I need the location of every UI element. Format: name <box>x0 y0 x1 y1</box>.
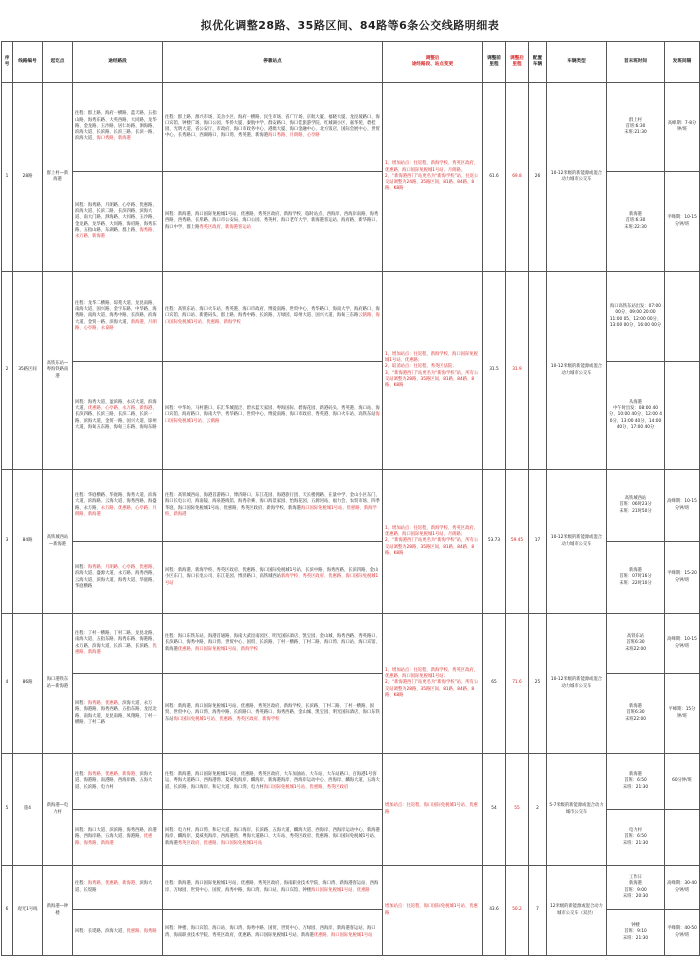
cell-len-after: 50.2 <box>506 866 529 956</box>
cell-stops-in-stops-in-red: 秀英区政府、新海港客运站 <box>199 224 251 230</box>
cell-interval-bottom: 平峰期：10-15分钟/班 <box>665 172 700 272</box>
table-row <box>2 272 700 362</box>
cell-adjust: 1、增加站点：往返程，新海学校、秀英区政府、优惠路、海口国际免税城1号站； 2、“新海港西门”站更名为“新海学校”站，所有公交站调整为28路、35路区间、81路、84路、8路、K8路 <box>383 614 483 754</box>
header-terminal: 起讫点 <box>43 42 73 83</box>
cell-route-out-route-out-red: 海口秀路、新海港 <box>96 136 131 142</box>
cell-route-in-route-in: 回程： <box>75 565 88 571</box>
cell-adjust: 1、增加站点：往返程，新海学校、秀英区政府、优惠路、海口国际免税城1号站、月朗路； 2、“新海港西门”站更名为“新海学校”站，所有公交站调整为28路、35路区间、81路、84路、8路、K8路 <box>383 470 483 614</box>
cell-vtype: 10-12米级的新能源或混合动力城市公交车 <box>547 83 607 272</box>
cell-adjust: 增加站点：往返程，海口国际免税城1号站、优惠路 <box>383 866 483 956</box>
cell-route-in-route-in: 回程：长堤路、滨海大道、 <box>75 929 127 935</box>
cell-line: 28路 <box>13 83 43 272</box>
cell-stops-out <box>163 754 383 810</box>
cell-len-after: 31.9 <box>506 272 529 470</box>
cell-stops-in-stops-in: 回程：电力村、海口湾、和记大道、海口海岸、长滨路、五海大道、麟海大道、西海岸、西海岸运动中心、新海港海岸、麟海岸、夏威夷海岸、西海港湾、粤海大道路口、大车站、秀英区政府、优惠路、海口国际免税城1号站、新海港 <box>165 828 380 846</box>
cell-stops-out <box>163 470 383 542</box>
cell-stops-in-stops-in: 回程：新海港、新海学校、秀英区政府、优惠路、海口国际免税城1号站、长滨中路、海秀西路、长滨四路、金山小区东门、海口长电公司、东江花园、博济路口、高铁城西站 <box>165 568 379 580</box>
cell-route-in-route-in: 回程： <box>75 701 88 707</box>
cell-route-in-route-in-red: 海秀路、永万路、新海港 <box>75 227 157 239</box>
cell-route-out-route-out: 往程： <box>75 772 88 778</box>
cell-interval-bottom <box>665 810 700 866</box>
cell-stops-in <box>163 542 383 614</box>
cell-time-top: 海口高铁东站出发：07:00 00分、09:00 20:00 11:00 05、12:00 00分、13:00 00分、16:00 00分 <box>607 272 665 362</box>
cell-stops-out-stops-out: 往程：高铁城西站、海港首游路口、博济路口、东江花园、海港旅行团、天长楼拥路、在量中学、金山小区东门、海口长电公司、海南镜、海泉港线馆、海秀杂乘、海口海景家园、怡海花园、五源河站、福力会、农贸市场、四季华庭、海口国际免税城1号站、优惠路、秀英区政府、新海学校、新海港 <box>165 493 380 511</box>
cell-route-out-route-out: 往程：丁村一横路、丁村二路、龙昆北路、南海大道、五指东路、海秀东路、海港路、永万路、滨海大道、长滨二路、长滨路、 <box>75 631 157 649</box>
cell-len-before: 54 <box>483 754 506 866</box>
cell-time-top: 高铁城西站 首班：06时23分 末班：21时50分 <box>607 470 665 542</box>
cell-stops-out-stops-out-red: 海口国际免税城1号站、优惠路 <box>311 887 370 893</box>
header-adjust: 调整后 途经路段、站点变更 <box>383 42 483 83</box>
cell-terminal: 新海港—电力村 <box>43 754 73 866</box>
cell-route-in <box>73 542 163 614</box>
cell-stops-in-stops-in-red: 新海学校、秀英区政府、优惠路、海口国际免税城1号站 <box>165 574 379 586</box>
cell-stops-in <box>163 172 383 272</box>
cell-interval-top: 高峰期：10-15分钟/班 <box>665 470 700 542</box>
cell-vtype: 10-12米级的新能源或混合动力城市公交车 <box>547 470 607 614</box>
cell-route-out-route-out: 往程： <box>75 881 88 887</box>
cell-vehicles: 2 <box>529 754 547 866</box>
cell-stops-out-stops-out-red: 海口国际免税城1号站、优惠路、新海学校、新海港 <box>165 505 377 517</box>
cell-route-in <box>73 362 163 470</box>
cell-stops-out-stops-out: 往程：新海港、海口国际免税城1号站、优惠路、秀英区政府、海南职业技术学院、海口湾、新海港客运站、西海岸、万绿园、世贸中心、国贸、海秀中路、海口湾、海口站、海口宾馆、钟楼 <box>165 881 379 893</box>
cell-route-out <box>73 272 163 362</box>
cell-adjust: 增加站点：往返程，海口国际免税城1号站、优惠路 <box>383 754 483 866</box>
table-row <box>2 83 700 172</box>
cell-line: 35路区间 <box>13 272 43 470</box>
cell-route-in-route-in-red: 优惠路、心亭路、永万路、新海港 <box>87 406 153 412</box>
table-row <box>2 470 700 542</box>
cell-len-after: 69.8 <box>506 83 529 272</box>
cell-route-out-route-out: 往程：华庭横路、华庭路、海秀大道、滨海大道、滨海路、云海大道、海秀西路、海盛路、永万路、 <box>75 493 157 511</box>
cell-vtype: 12米级的新能源或混合动力城市公交车（双层） <box>547 866 607 956</box>
cell-terminal: 高铁东站—粤海铁路南港 <box>43 272 73 470</box>
cell-route-out <box>73 866 163 910</box>
cell-vtype: 10-12米级的新能源或混合动力城市公交车 <box>547 614 607 754</box>
cell-interval-top: 60分钟/班 <box>665 754 700 810</box>
cell-seq: 4 <box>2 614 13 754</box>
cell-len-before: 61.6 <box>483 83 506 272</box>
cell-route-in <box>73 910 163 956</box>
cell-stops-in <box>163 362 383 470</box>
cell-stops-out-stops-out-red: 海口国际免税城1号站、优惠路、秀英区政府 <box>263 784 349 790</box>
cell-vehicles: 17 <box>529 470 547 614</box>
cell-stops-in <box>163 674 383 754</box>
cell-stops-out <box>163 614 383 674</box>
cell-stops-out <box>163 866 383 910</box>
cell-vehicles: 26 <box>529 83 547 272</box>
cell-interval-top: 高峰期：10-15分钟/班 <box>665 614 700 674</box>
cell-route-in <box>73 674 163 754</box>
cell-stops-in-stops-in: 回程：中华坊、马村港口、东汇华城置泛、碧水蓝天家园、粤海国际、碧海花园、新港码头、秀英港、海口站、海口宾馆、海府路口、海南大学、秀华路口、世贸中心、博爱南路、海口市政府、秀英港、海口火车站、高铁东站 <box>165 406 380 418</box>
header-stops: 停靠站点 <box>163 42 383 83</box>
cell-stops-in-stops-in: 回程：新海港、海口国际免税城1号站、优惠路、秀英区政府、新海学校、长滨路、丁村二路、丁村一横路、国贸、世贸中心、海口湾、海秀中路、长滨路口、秀英路口、海秀西路、金山城、凯宝园、明光国际酒店、海口东铁东站 <box>165 704 380 722</box>
cell-stops-out-stops-out: 往程：群上路、源兴市场、美舍小区、海府一横路、民生市场、省广厅场、京航大厦、福晓大厦、龙昆坡路口、海口宾馆、钟楼广场、海口公园、华侨大厦、秦航中学、群安路口、海口佳旅游学院、红城湖小区、嘉华苑、碧桂园、光明大道、省公安厅、市政府、海口市政务中心、港澳大厦、海口金融中心、北方饭店、国际会展中心、世贸中心、长秀路口、西湖路口、海口湾、秀英港、新海港 <box>165 114 380 139</box>
cell-len-after: 59.45 <box>506 470 529 614</box>
cell-seq: 6 <box>2 866 13 956</box>
table-row <box>2 754 700 810</box>
cell-route-in <box>73 172 163 272</box>
cell-route-out-route-out: 往程：群上路、海府一横路、蓝天路、五指山路、海秀东路、大英西路、大同路、龙华路、金龙路、玉沙路、居仁坊路、泗海路、滨海大道、长滨路、长滨三路、长滨一路、滨海大道、 <box>75 111 157 142</box>
cell-route-out <box>73 754 163 810</box>
cell-route-in-route-in-red: 海秀路、优惠路 <box>87 701 118 707</box>
cell-route-out-route-out-red: 新海港、月朗路、心亭路、永泰路 <box>75 319 157 331</box>
cell-route-in-route-in-tail: 、长滨四路、长滨三路、长滨二路、长滨一路、滨海大道、金贸一路、国兴大道、琼州大道、海甸五东路、海甸三东路、海甸东路 <box>75 406 157 430</box>
cell-route-in <box>73 810 163 866</box>
cell-route-out-route-out-red: 优惠路、新海港 <box>75 643 157 655</box>
cell-stops-out-stops-out-red: 云鹤路、海口国际免税城1号站、优惠路、新海学校 <box>165 313 380 325</box>
cell-stops-in <box>163 810 383 866</box>
table-row <box>2 614 700 674</box>
cell-terminal: 海口港铁东站—新海港 <box>43 614 73 754</box>
cell-adjust: 1、增加站点：往返程，新海学校、秀英区政府、优惠路、海口国际免税城1号站、月朗路。 2、“新海港西门”站更名为“新海学校”站，往返公交站调整为24路、35路区间、81路、84路、8路、K8路 <box>383 83 483 272</box>
cell-route-in-route-in: 回程：海秀大道、盈滨路、永庆大道、滨海大道、 <box>75 399 157 412</box>
cell-time-bottom: 从海港 中午时出发：08:00 40分、10:00 40分、12:00 40分、13:00 40分、14:00 40分、17:00 40分 <box>607 362 665 470</box>
cell-time-top: 群上村 首班:6:30 末班:21:30 <box>607 83 665 172</box>
cell-line: 86路 <box>13 614 43 754</box>
cell-time-top: 新海港 首班：6:50 末班：21:30 <box>607 754 665 810</box>
cell-time-bottom: 新海港 首班：07时16分 末班：22时10分 <box>607 542 665 614</box>
cell-time-bottom: 新海港 首班6:30 末班22:00 <box>607 674 665 754</box>
cell-route-out-route-out-red: 永万路、优惠路、心亭路、月朗路、新海港 <box>75 505 157 517</box>
header-seq: 序号 <box>2 42 13 83</box>
cell-adjust: 1、增加站点：往返程，新海学校、海口国际免税城1号站、优惠路； 2、取消站点：往返程，秀英区法院； 3、“新海港西门”站更名为“新海学校”站，所有公交站调整为28路、35路区间、81路、84路、8路、K8路 <box>383 272 483 470</box>
cell-vtype: 10-12米级的新能源或混合动力城市公交车 <box>547 272 607 470</box>
cell-seq: 2 <box>2 272 13 470</box>
cell-vehicles: 25 <box>529 614 547 754</box>
header-vehicles: 配置车辆 <box>529 42 547 83</box>
cell-route-out <box>73 83 163 172</box>
header-line: 线路编号 <box>13 42 43 83</box>
cell-route-out-route-out-tail: 、滨海大道、长堤路 <box>75 881 153 893</box>
cell-interval-bottom: 平峰期：40-50分钟/班 <box>665 910 700 956</box>
route-table <box>1 41 700 956</box>
cell-interval-bottom: 平峰期：15-20分钟/班 <box>665 542 700 614</box>
cell-line: 观光1号线 <box>13 866 43 956</box>
cell-stops-in <box>163 910 383 956</box>
header-len-after: 调整后里程 <box>506 42 529 83</box>
header-len-before: 调整前里程 <box>483 42 506 83</box>
cell-stops-out-stops-out-red: 优惠路、海口国际免税城1号站、新海学校 <box>177 646 258 652</box>
cell-time-top: 工作日 新海港 首班：9:00 末班：20:30 <box>607 866 665 910</box>
cell-line: 84路 <box>13 470 43 614</box>
cell-interval-top: 高峰期：30-40分钟/班 <box>665 866 700 910</box>
cell-len-before: 31.5 <box>483 272 506 470</box>
cell-seq: 1 <box>2 83 13 272</box>
cell-interval-bottom: 平峰期：15分钟/班 <box>665 674 700 754</box>
cell-stops-in-stops-in-red: 优惠路、海口国际免税城1号站 <box>313 932 373 938</box>
cell-route-out-route-out-red: 海秀路、优惠路、新海港 <box>87 772 136 778</box>
cell-stops-in-stops-in: 回程：钟楼、海口宾馆、海口站、海口湾、海秀中路、国贸、世贸中心、万绿园、西海岸、新海港客运站、海口湾、海南职业技术学院、秀英区政府、优惠路、海口国际免税城1号站、新海港 <box>165 926 376 938</box>
cell-route-in-route-in: 回程：海秀路、月朗路、心亭路、优惠路、滨海大道、长滨二路、长滨四路、滨海大道、南大门路、泗海路、大同路、玉沙路、金龙路、龙华路、大同路、海府路、海秀东路、五指山路、东湖路、群上路、 <box>75 202 157 233</box>
cell-seq: 3 <box>2 470 13 614</box>
cell-stops-out-stops-out: 往程：海口东铁东站、海港首通路、海南大武昆南园区、明光国际酒店、凯宝园、金山城、海秀西路、秀英路口、长滨路口、海秀中路、海口湾、世贸中心、国贸、长滨路、丁村一横路、丁村二路、海口湾、海口站、海口宾馆、新海港 <box>165 634 380 652</box>
cell-line: 旅4 <box>13 754 43 866</box>
cell-vtype: 5-7米级的新能源或混合动力城市公交车 <box>547 754 607 866</box>
header-interval: 发班间隔 <box>665 42 700 83</box>
header-route: 途经路段 <box>73 42 163 83</box>
cell-terminal: 新海港—钟楼 <box>43 866 73 956</box>
cell-vehicles: 7 <box>529 866 547 956</box>
header-vtype: 车辆类型 <box>547 42 607 83</box>
cell-terminal: 群上村—新海港 <box>43 83 73 272</box>
cell-stops-in-stops-in-red: 海口国际免税城1号站、优惠路、秀英区政府、新海学校 <box>173 716 280 722</box>
cell-stops-in-stops-in-red: 海口国际免税城1号站、云鹤路 <box>165 412 380 424</box>
cell-route-in-route-in-red: 优惠路、海秀路、新海港 <box>75 834 153 846</box>
cell-stops-out-stops-out: 往程：高铁东站、海口火车站、秀英港、海口市政府、博爱南路、世贸中心、秀华路口、海南大学、海府路口、海口宾馆、海口站、新港码头、群上路、海秀中路、长滨路、万绿园、琼州大道、国兴大道、海甸三东路 <box>165 307 380 319</box>
cell-time-bottom: 钟楼 首班：9:10 末班：21:30 <box>607 910 665 956</box>
cell-route-in-route-in: 回程：海口大道、滨滨路、海秀西路、滨港路、西海岸路、五海大道、海港路、 <box>75 828 157 840</box>
cell-route-in-route-in-red: 海秀路、月朗路、心亭路、优惠路 <box>87 565 153 571</box>
cell-stops-in-stops-in-red: 秀英区政府、优惠路、海口国际免税城1号站 <box>177 840 263 846</box>
cell-stops-out <box>163 272 383 362</box>
cell-route-out-route-out-tail: 、滨海大道、海港路、南港路、西海岸路、五海大道、长滨路、电力村 <box>75 772 153 790</box>
cell-interval-top <box>665 272 700 362</box>
cell-stops-out-stops-out-red: 海口秀路、月朗路、心亭路 <box>268 133 320 139</box>
cell-len-after: 71.6 <box>506 614 529 754</box>
cell-seq: 5 <box>2 754 13 866</box>
cell-route-out <box>73 470 163 542</box>
cell-route-out-route-out-red: 海秀路、优惠路、新海港 <box>87 881 136 887</box>
cell-interval-top: 高峰期：7-8分钟/班 <box>665 83 700 172</box>
cell-time-bottom: 新海港 首班:6:30 末班:22:30 <box>607 172 665 272</box>
cell-time-bottom: 电力村 首班：6:50 末班：21:30 <box>607 810 665 866</box>
cell-route-in-route-in-tail: 、滨海大道、盛源大道、永万路、海秀西路、云海大道、滨海大道、海秀大道、华庭路、华庭横路 <box>75 565 157 589</box>
cell-stops-out-stops-out: 往程：新海港、海口国际免税城1号站、优惠路、秀英区政府、大车加油站、大车站、大车站路口、百海港1号客运、粤海大道路口、西海港湾、夏威夷海岸、麟海岸、新海港海岸、西海岸运动中心、西海岸、麟海大道、五海大道、长滨路、海口海岸、和记大道、海口湾、电力村 <box>165 772 380 790</box>
table-row <box>2 866 700 910</box>
cell-stops-out <box>163 83 383 172</box>
cell-len-before: 53.73 <box>483 470 506 614</box>
page-title: 拟优化调整28路、35路区间、84路等6条公交线路明细表 <box>200 19 500 32</box>
cell-interval-bottom <box>665 362 700 470</box>
cell-route-out-route-out: 往程：龙华二横路、琼苑大道、龙昆南路、南海大道、国兴路、金宇东路、中华路、海秀路、南海大道、海秀中路、长滨路、滨海大道、金贸一路、滨海大道、 <box>75 300 157 325</box>
table-header-row <box>2 42 700 83</box>
cell-route-out <box>73 614 163 674</box>
cell-route-in-route-in-red: 优惠路、海秀路 <box>126 929 157 935</box>
cell-time-top: 高铁东站 首班6:30 末班22:00 <box>607 614 665 674</box>
cell-route-in-route-in-tail: 、滨海大道、永万路、海港路、海秀西路、五指东路、龙昆北路、南海大道、龙昆南路、凤翔路、丁村一横路、丁村二路 <box>75 701 157 725</box>
cell-len-before: 65 <box>483 614 506 754</box>
cell-stops-in-stops-in: 回程：新海港、海口国际免税城1号站、优惠路、秀英区政府、新海学校、临时站点、西海岸、西海岸南路、海秀西路、西秀路、长彤路、海口市公安局、海口公园、秀英村、海口老年大学、新海港客运站、海府路、新华路口、海口中学、群上路 <box>165 212 380 230</box>
cell-len-before: 43.6 <box>483 866 506 956</box>
header-first-last: 首末班时间 <box>607 42 665 83</box>
cell-terminal: 高铁城西站—新海港 <box>43 470 73 614</box>
cell-vehicles <box>529 272 547 470</box>
cell-len-after: 55 <box>506 754 529 866</box>
